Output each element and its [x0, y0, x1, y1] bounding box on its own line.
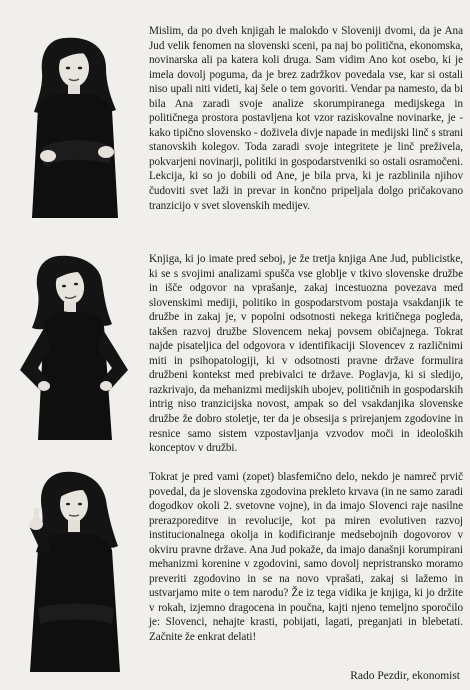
signature: Rado Pezdir, ekonomist: [350, 670, 460, 682]
author-photo-finger-to-lips: [8, 468, 140, 672]
author-photo-hands-on-hips: [8, 252, 140, 440]
paragraph-1: Mislim, da po dveh knjigah le malokdo v Sloveniji dvomi, da je Ana Jud velik fenomen na slovenski sceni, pa naj bo politična, ekonomska, novinarska ali pa katera koli druga. Sam vidim Ano kot osebo, ki je imela dovolj poguma, da je brez zadržkov povedala vse, kar si ostali niso upali niti videti, kaj šele o tem govoriti. Vendar pa namesto, da bi bila Ana zaradi svoje analize skorumpiranega medijskega in političnega prostora postavljena kot vzor raziskovalne novinarke, je - kako tipično slovensko - doživela divje napade in medijski linč s strani stanovskih kolegov. Toda zaradi svoje integritete je linč preživela, pokvarjeni novinarji, politiki in gospodarstveniki so ostali osramočeni. Lekcija, ki so jo dobili od Ane, je bila prva, ki je razblinila njihov čudoviti svet laži in prevar in končno pripeljala dolgo pričakovano tranzicijo v svet slovenskih medijev.: [149, 25, 463, 212]
author-photo-arms-crossed: [8, 30, 140, 218]
paragraph-3: Tokrat je pred vami (zopet) blasfemično delo, nekdo je namreč prvič povedal, da je slovenska zgodovina prekleto krvava (in ne samo zaradi dogodkov okoli 2. svetovne vojne), in da imajo Slovenci raje nasilne prerazporeditve in revolucije, kot pa miren evolutiven razvoj institucionalnega okolja in kodificiranje medsebojnih dogovorov v okviru pravne države. Ana Jud pokaže, da imajo današnji korumpirani mehanizmi korenine v zgodovini, samo dovolj nepristransko moramo preveriti zgodovino in se na novo vprašati, zakaj si lažemo in ustvarjamo mite o tem narodu? Že iz tega vidika je knjiga, ki jo držite v rokah, izjemno dragocena in poučna, kajti njeno temeljno sporočilo je: Slovenci, nehajte krasti, pobijati, lagati, preganjati in blebetati. Začnite že enkrat delati!: [149, 471, 463, 644]
paragraph-2: Knjiga, ki jo imate pred seboj, je že tretja knjiga Ane Jud, publicistke, ki se s svojimi analizami spušča vse globlje v tkivo slovenske družbe in išče odgovor na vprašanje, zakaj incestuozna povezava med slovenskimi mediji, politiko in gospodarstvom postaja vsakdanjik te družbe in zakaj je, v popolni odsotnosti nekega kritičnega pogleda, takšen razvoj družbe Slovencem nekaj povsem običajnega. Tokrat najde pisateljica del odgovora v identifikaciji Slovencev z različnimi miti in psihopatologiji, ki v odsotnosti pravne države formulira družbeni kontekst med prebivalci te države. Poglavja, ki si sledijo, razkrivajo, da mehanizmi medijskih ubojev, političnih in gospodarskih intrig niso tranzicijska novost, ampak so del vsakdanjika slovenske družbe že dobro stoletje, ter da je obsesija s prirejanjem zgodovine in resnice samo sistem vzpostavljanja vzvodov moči in ideoloških konceptov v družbi.: [149, 253, 463, 455]
